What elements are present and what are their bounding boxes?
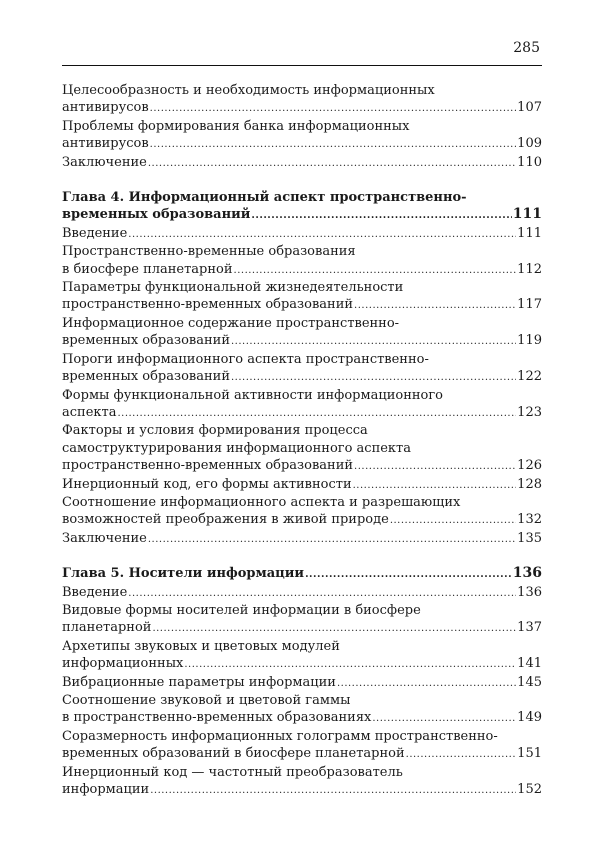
toc-entry-line: Глава 5. Носители информации xyxy=(62,566,305,582)
toc-page-number: 137 xyxy=(517,620,542,636)
toc-entry xyxy=(62,315,542,351)
toc-entry-line: пространственно-временных образований xyxy=(62,458,354,474)
toc-entry xyxy=(62,728,542,764)
toc-entry-line: Глава 4. Информационный аспект пространственно- xyxy=(62,190,467,206)
toc-page-number: 136 xyxy=(512,565,542,582)
dot-leader xyxy=(150,100,517,117)
toc-entry xyxy=(62,279,542,315)
dot-leader xyxy=(406,746,517,763)
table-of-contents xyxy=(62,82,542,799)
toc-entry-final-line xyxy=(62,261,542,279)
header-rule xyxy=(62,65,542,66)
toc-entry-final-line xyxy=(62,511,542,529)
toc-entry-line: информации xyxy=(62,782,150,798)
toc-entry-line: Заключение xyxy=(62,154,147,170)
toc-page-number: 123 xyxy=(517,404,542,420)
toc-entry-line: Параметры функциональной жизнедеятельности xyxy=(62,280,404,296)
dot-leader xyxy=(184,656,516,673)
toc-page-number: 128 xyxy=(517,476,542,492)
dot-leader xyxy=(117,405,516,422)
toc-entry-line: Соразмерность информационных голограмм пространственно- xyxy=(62,728,498,744)
toc-entry-line: Проблемы формирования банка информационных xyxy=(62,118,410,134)
toc-entry-final-line xyxy=(62,781,542,799)
dot-leader xyxy=(148,531,516,548)
toc-entry-final-line xyxy=(62,404,542,422)
dot-leader xyxy=(305,566,512,583)
toc-entry xyxy=(62,422,542,475)
toc-entry-final-line xyxy=(62,476,542,494)
dot-leader xyxy=(353,477,517,494)
toc-entry xyxy=(62,476,542,494)
toc-entry-final-line xyxy=(62,584,542,602)
toc-entry xyxy=(62,494,542,530)
toc-entry xyxy=(62,154,542,172)
toc-page-number: 111 xyxy=(517,225,542,241)
dot-leader xyxy=(251,207,511,224)
toc-page-number: 145 xyxy=(517,674,542,690)
toc-page-number: 126 xyxy=(517,458,542,474)
dot-leader xyxy=(128,226,516,243)
toc-entry-line: Вибрационные параметры информации xyxy=(62,674,336,690)
toc-page-number: 107 xyxy=(517,100,542,116)
toc-entry-line: Информационное содержание пространственно- xyxy=(62,315,400,331)
dot-leader xyxy=(372,710,516,727)
toc-entry-line: временных образований xyxy=(62,207,251,223)
toc-entry xyxy=(62,674,542,692)
toc-entry xyxy=(62,387,542,423)
toc-page-number: 149 xyxy=(517,710,542,726)
toc-page-number: 135 xyxy=(517,530,542,546)
toc-entry-line: антивирусов xyxy=(62,100,149,116)
toc-entry-final-line xyxy=(62,296,542,314)
toc-entry-final-line xyxy=(62,368,542,386)
toc-entry xyxy=(62,351,542,387)
toc-entry-line: самоструктурирования информационного аспекта xyxy=(62,440,411,456)
toc-entry xyxy=(62,530,542,548)
toc-page-number: 141 xyxy=(517,656,542,672)
toc-page-number: 152 xyxy=(517,782,542,798)
toc-entry-final-line xyxy=(62,154,542,172)
dot-leader xyxy=(390,512,516,529)
toc-entry-line: Заключение xyxy=(62,530,147,546)
dot-leader xyxy=(231,369,516,386)
toc-entry-line: Соотношение информационного аспекта и разрешающих xyxy=(62,494,461,510)
toc-entry-line: Пороги информационного аспекта пространственно- xyxy=(62,351,429,367)
toc-entry xyxy=(62,243,542,279)
dot-leader xyxy=(354,458,516,475)
toc-entry xyxy=(62,584,542,602)
toc-entry-line: Введение xyxy=(62,584,128,600)
dot-leader xyxy=(150,782,516,799)
toc-entry-final-line xyxy=(62,655,542,673)
dot-leader xyxy=(148,155,516,172)
toc-page-number: 117 xyxy=(517,297,542,313)
toc-entry xyxy=(62,764,542,800)
toc-entry-final-line xyxy=(62,206,542,224)
dot-leader xyxy=(231,333,516,350)
toc-entry-line: Введение xyxy=(62,225,128,241)
dot-leader xyxy=(152,620,516,637)
toc-entry-final-line xyxy=(62,709,542,727)
section-gap xyxy=(62,548,542,565)
toc-entry-line: Соотношение звуковой и цветовой гаммы xyxy=(62,693,351,708)
toc-entry-line: планетарной xyxy=(62,620,152,636)
toc-entry-line: Целесообразность и необходимость информационных xyxy=(62,83,435,98)
toc-entry-final-line xyxy=(62,674,542,692)
toc-entry-line: временных образований xyxy=(62,333,230,349)
dot-leader xyxy=(354,297,516,314)
dot-leader xyxy=(234,262,517,279)
toc-page-number: 136 xyxy=(517,584,542,600)
toc-page-number: 151 xyxy=(517,746,542,762)
toc-page-number: 110 xyxy=(517,154,542,170)
toc-entry-line: возможностей преображения в живой природе xyxy=(62,512,389,528)
toc-entry-line: Инерционный код — частотный преобразователь xyxy=(62,764,403,780)
toc-entry-line: Инерционный код, его формы активности xyxy=(62,476,352,492)
toc-entry-line: Факторы и условия формирования процесса xyxy=(62,423,368,439)
page-number: 285 xyxy=(513,40,540,56)
toc-entry-final-line xyxy=(62,565,542,583)
toc-entry xyxy=(62,82,542,118)
toc-entry-line: аспекта xyxy=(62,404,117,420)
toc-entry-final-line xyxy=(62,530,542,548)
toc-entry-line: Архетипы звуковых и цветовых модулей xyxy=(62,638,340,654)
dot-leader xyxy=(337,675,516,692)
toc-page-number: 122 xyxy=(517,369,542,385)
toc-entry-line: Видовые формы носителей информации в биосфере xyxy=(62,602,421,618)
toc-entry-final-line xyxy=(62,619,542,637)
toc-entry-line: пространственно-временных образований xyxy=(62,297,354,313)
dot-leader xyxy=(128,585,516,602)
toc-entry xyxy=(62,638,542,674)
toc-chapter-entry xyxy=(62,189,542,225)
section-gap xyxy=(62,172,542,189)
toc-entry xyxy=(62,692,542,728)
toc-entry-final-line xyxy=(62,745,542,763)
toc-entry-final-line xyxy=(62,99,542,117)
toc-entry xyxy=(62,602,542,638)
toc-entry-line: в биосфере планетарной xyxy=(62,261,233,277)
toc-entry-line: временных образований xyxy=(62,369,230,385)
toc-entry-final-line xyxy=(62,457,542,475)
toc-entry-line: в пространственно-временных образованиях xyxy=(62,710,372,726)
toc-entry xyxy=(62,225,542,243)
dot-leader xyxy=(150,136,517,153)
toc-entry-line: антивирусов xyxy=(62,136,149,152)
toc-page-number: 112 xyxy=(517,261,542,277)
toc-entry-final-line xyxy=(62,332,542,350)
toc-entry-final-line xyxy=(62,225,542,243)
toc-chapter-entry xyxy=(62,565,542,583)
toc-entry-line: временных образований в биосфере планетарной xyxy=(62,746,405,762)
toc-page-number: 109 xyxy=(517,136,542,152)
toc-entry-line: Формы функциональной активности информационного xyxy=(62,387,444,403)
toc-entry-line: информационных xyxy=(62,656,184,672)
toc-entry xyxy=(62,118,542,154)
toc-page-number: 119 xyxy=(517,333,542,349)
toc-entry-final-line xyxy=(62,135,542,153)
toc-entry-line: Пространственно-временные образования xyxy=(62,244,356,260)
toc-page-number: 132 xyxy=(517,512,542,528)
toc-page-number: 111 xyxy=(512,206,542,223)
